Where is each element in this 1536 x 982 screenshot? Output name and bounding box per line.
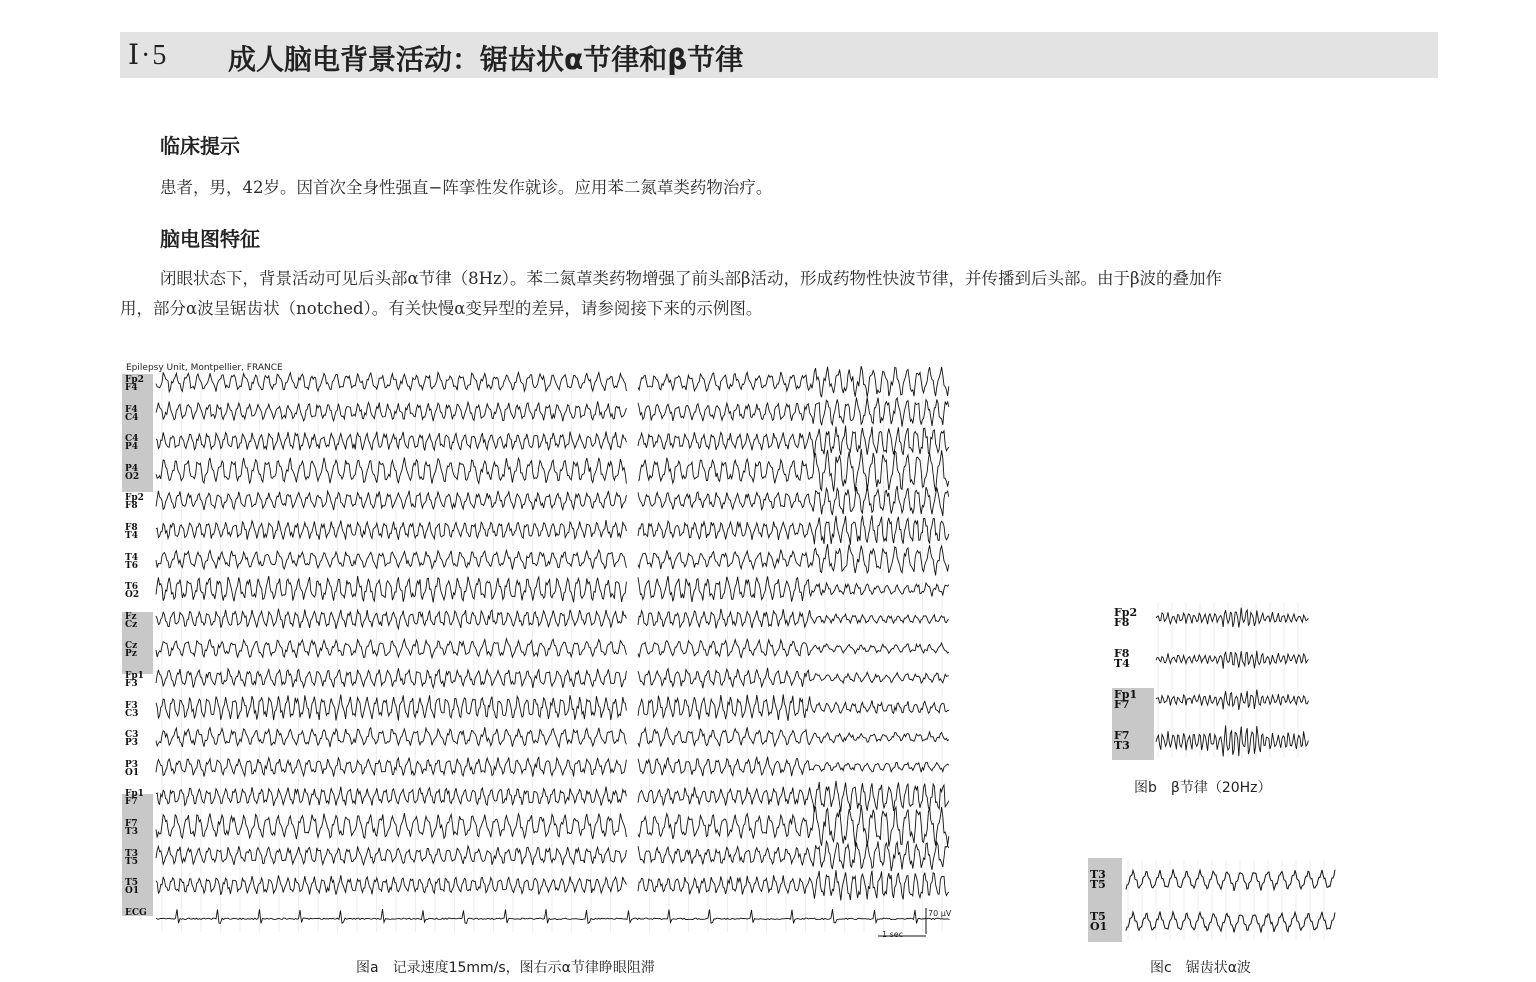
trace-17-right <box>638 870 949 900</box>
trace-ecg <box>156 909 950 923</box>
trace-1-left <box>156 401 626 421</box>
trace-11-left <box>156 695 626 721</box>
trace-b-2 <box>1156 690 1308 710</box>
trace-8-right <box>638 609 949 629</box>
trace-c-0 <box>1126 869 1335 891</box>
clinical-text: 患者，男，42岁。因首次全身性强直−阵挛性发作就诊。应用苯二氮䓬类药物治疗。 <box>160 178 773 197</box>
trace-13-right <box>638 757 949 776</box>
channel-label-f7-t3: F7 T3 <box>125 819 138 837</box>
eeg-traces-b <box>1112 600 1312 760</box>
channel-label-fp2-f8: Fp2 F8 <box>125 493 144 512</box>
trace-17-left <box>156 875 626 895</box>
trace-11-right <box>638 694 949 721</box>
channel-label-c-t3-t5: T3 T5 <box>1090 868 1106 891</box>
trace-b-1 <box>1156 651 1308 669</box>
eeg-traces-a <box>122 362 952 942</box>
time-scale: 1 sec <box>882 930 904 939</box>
channel-label-p4-o2: P4 O2 <box>125 463 140 482</box>
channel-label-c4-p4: C4 P4 <box>125 434 139 453</box>
trace-10-right <box>638 668 949 688</box>
trace-10-left <box>156 668 626 688</box>
channel-label-t6-o2: T6 O2 <box>125 582 140 601</box>
trace-3-left <box>156 458 626 484</box>
channel-label-p3-o1: P3 O1 <box>125 759 140 778</box>
trace-7-right <box>638 576 949 602</box>
channel-label-c-t5-o1: T5 O1 <box>1090 910 1108 933</box>
channel-label-t4-t6: T4 T6 <box>125 552 138 571</box>
trace-16-left <box>156 846 626 865</box>
eeg-traces-c <box>1088 858 1338 942</box>
channel-label-fp1-f3: Fp1 F3 <box>125 671 144 689</box>
channel-label-ecg: ECG <box>125 907 147 918</box>
trace-4-left <box>156 491 626 511</box>
channel-label-f3-c3: F3 C3 <box>125 700 139 719</box>
trace-6-right <box>638 544 949 575</box>
trace-12-left <box>156 727 626 747</box>
eeg-figure-c <box>1088 858 1338 942</box>
trace-5-left <box>156 520 626 540</box>
amplitude-scale: 70 μV <box>928 909 952 918</box>
trace-b-0 <box>1156 608 1308 628</box>
page-title: 成人脑电背景活动：锯齿状α节律和β节律 <box>228 43 744 76</box>
channel-label-f4-c4: F4 C4 <box>125 404 139 423</box>
trace-8-left <box>156 609 626 629</box>
channel-label-t5-o1: T5 O1 <box>125 878 140 897</box>
trace-2-left <box>156 432 626 451</box>
figure-source-label: Epilepsy Unit, Montpellier, FRANCE <box>126 363 283 373</box>
channel-label-f8-t4: F8 T4 <box>125 523 138 541</box>
trace-2-right <box>638 426 949 458</box>
channel-label-t3-t5: T3 T5 <box>125 848 138 867</box>
trace-15-left <box>156 813 626 839</box>
clinical-heading: 临床提示 <box>160 134 240 158</box>
channel-label-c3-p3: C3 P3 <box>125 730 139 749</box>
eeg-figure-b <box>1112 600 1312 760</box>
trace-9-left <box>156 639 626 658</box>
trace-0-left <box>156 372 626 391</box>
channel-label-b-fp2-f8: Fp2 F8 <box>1114 606 1138 629</box>
trace-3-right <box>638 449 949 492</box>
trace-12-right <box>638 727 949 746</box>
section-number: Ⅰ·5 <box>128 40 169 71</box>
trace-0-right <box>638 366 949 397</box>
figure-a-caption: 图a 记录速度15mm/s，图右示α节律睁眼阻滞 <box>356 960 655 976</box>
trace-9-right <box>638 639 949 658</box>
trace-6-left <box>156 550 626 570</box>
trace-14-right <box>638 781 949 812</box>
channel-label-fp1-f7: Fp1 F7 <box>125 789 144 808</box>
channel-label-fp2-f4: Fp2 F4 <box>125 375 144 393</box>
trace-5-right <box>638 515 949 544</box>
eeg-figure-a <box>122 362 952 942</box>
channel-label-cz-pz: Cz Pz <box>125 641 138 660</box>
channel-label-b-fp1-f7: Fp1 F7 <box>1114 688 1138 711</box>
channel-label-b-f7-t3: F7 T3 <box>1114 729 1130 752</box>
channel-label-fz-cz: Fz Cz <box>125 611 138 630</box>
figure-b-caption: 图b β节律（20Hz） <box>1134 780 1272 796</box>
trace-c-1 <box>1126 912 1335 933</box>
eeg-features-heading: 脑电图特征 <box>160 227 260 251</box>
figure-c-caption: 图c 锯齿状α波 <box>1150 960 1251 976</box>
trace-16-right <box>638 841 949 871</box>
trace-b-3 <box>1156 725 1308 756</box>
eeg-features-line1: 闭眼状态下，背景活动可见后头部α节律（8Hz）。苯二氮䓬类药物增强了前头部β活动，形成药物性快波节律，并传播到后头部。由于β波的叠加作 <box>160 269 1223 288</box>
trace-15-right <box>638 805 949 846</box>
trace-14-left <box>156 787 626 806</box>
eeg-features-line2: 用，部分α波呈锯齿状（notched）。有关快慢α变异型的差异，请参阅接下来的示例图。 <box>120 299 763 318</box>
trace-7-left <box>156 576 626 602</box>
trace-1-right <box>638 397 949 426</box>
channel-label-b-f8-t4: F8 T4 <box>1114 647 1130 670</box>
trace-13-left <box>156 757 626 776</box>
